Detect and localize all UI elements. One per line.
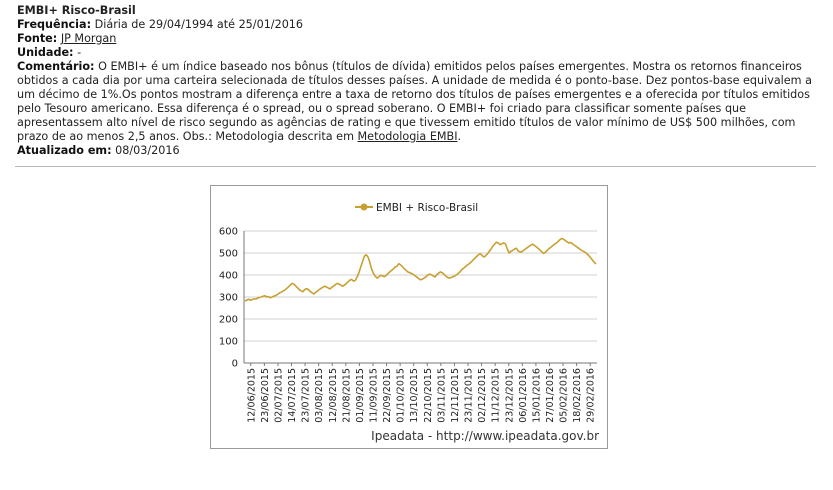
legend-marker [361,204,368,211]
frequency-value: Diária de 29/04/1994 até 25/01/2016 [94,18,304,31]
unit-label: Unidade: [17,46,74,59]
legend-label: EMBI + Risco-Brasil [376,202,479,214]
comment-label: Comentário: [17,60,95,73]
comment-text: O EMBI+ é um índice baseado nos bônus (títulos de dívida) emitidos pelos países emergentes. Mostra os retornos financeiros obtidos a cada dia por uma carteira selecionada de títulos desses países. A unidade de medida é o ponto-base. Dez pontos-base equivalem a um décimo de 1%.Os pontos mostram a diferença entre a taxa de retorno dos títulos de países emergentes e a oferecida por títulos emitidos pelo Tesouro americano. Essa diferença é o spread, ou o spread soberano. O EMBI+ foi criado para classificar somente países que apresentassem alto nível de risco segundo as agências de rating e que tivessem emitido títulos de valor mínimo de US$ 500 milhões, com prazo de ao menos 2,5 anos. Obs.: Metodologia descrita em [17,60,812,143]
y-tick-label: 400 [218,270,238,282]
updated-label: Atualizado em: [17,144,112,157]
series-title: EMBI+ Risco-Brasil [17,4,136,17]
series-line [245,239,596,302]
x-tick-label: 12/06/2015 [246,368,258,423]
y-axis-ticks [219,227,238,370]
y-tick-label: 300 [218,292,238,304]
x-tick-label: 05/02/2016 [558,368,570,423]
x-axis-ticks [246,363,596,423]
y-tick-label: 0 [231,358,238,370]
x-tick-label: 02/12/2015 [477,368,489,423]
x-tick-label: 23/06/2015 [259,368,271,423]
y-tick-label: 100 [218,336,238,348]
comment-block [17,60,817,144]
x-tick-label: 03/08/2015 [314,368,326,423]
series-line-group [245,239,596,302]
comment-end: . [457,130,462,143]
x-tick-label: 01/10/2015 [395,368,407,423]
y-tick-label: 500 [218,248,238,260]
divider [15,166,816,167]
x-tick-label: 12/08/2015 [327,368,339,423]
frequency-label: Frequência: [17,18,92,31]
x-tick-label: 14/07/2015 [287,368,299,423]
chart-footer: Ipeadata - http://www.ipeadata.gov.br [371,429,599,443]
x-tick-label: 29/02/2016 [585,368,597,423]
x-tick-label: 03/11/2015 [436,368,448,423]
x-tick-label: 12/11/2015 [449,368,461,423]
x-tick-label: 27/01/2016 [544,368,556,423]
gridlines [244,231,597,363]
x-tick-label: 06/01/2016 [517,368,529,423]
source-label: Fonte: [17,32,58,45]
x-tick-label: 22/09/2015 [382,368,394,423]
x-tick-label: 11/09/2015 [368,368,380,423]
x-tick-label: 22/10/2015 [422,368,434,423]
x-tick-label: 13/10/2015 [409,368,421,423]
unit-value: - [77,46,82,59]
chart-container [210,185,608,449]
updated-value: 08/03/2016 [115,144,180,157]
x-tick-label: 23/11/2015 [463,368,475,423]
x-tick-label: 21/08/2015 [341,368,353,423]
source-link[interactable]: JP Morgan [60,32,117,45]
x-tick-label: 18/02/2016 [572,368,584,423]
series-metadata [17,4,817,158]
methodology-link[interactable]: Metodologia EMBI [357,130,458,143]
x-tick-label: 02/07/2015 [273,368,285,423]
y-tick-label: 600 [218,226,238,238]
x-tick-label: 01/09/2015 [354,368,366,423]
x-tick-label: 11/12/2015 [490,368,502,423]
x-tick-label: 23/07/2015 [300,368,312,423]
x-tick-label: 15/01/2016 [531,368,543,423]
line-chart [211,186,607,448]
y-tick-label: 200 [218,314,238,326]
x-tick-label: 23/12/2015 [504,368,516,423]
legend [355,202,478,214]
